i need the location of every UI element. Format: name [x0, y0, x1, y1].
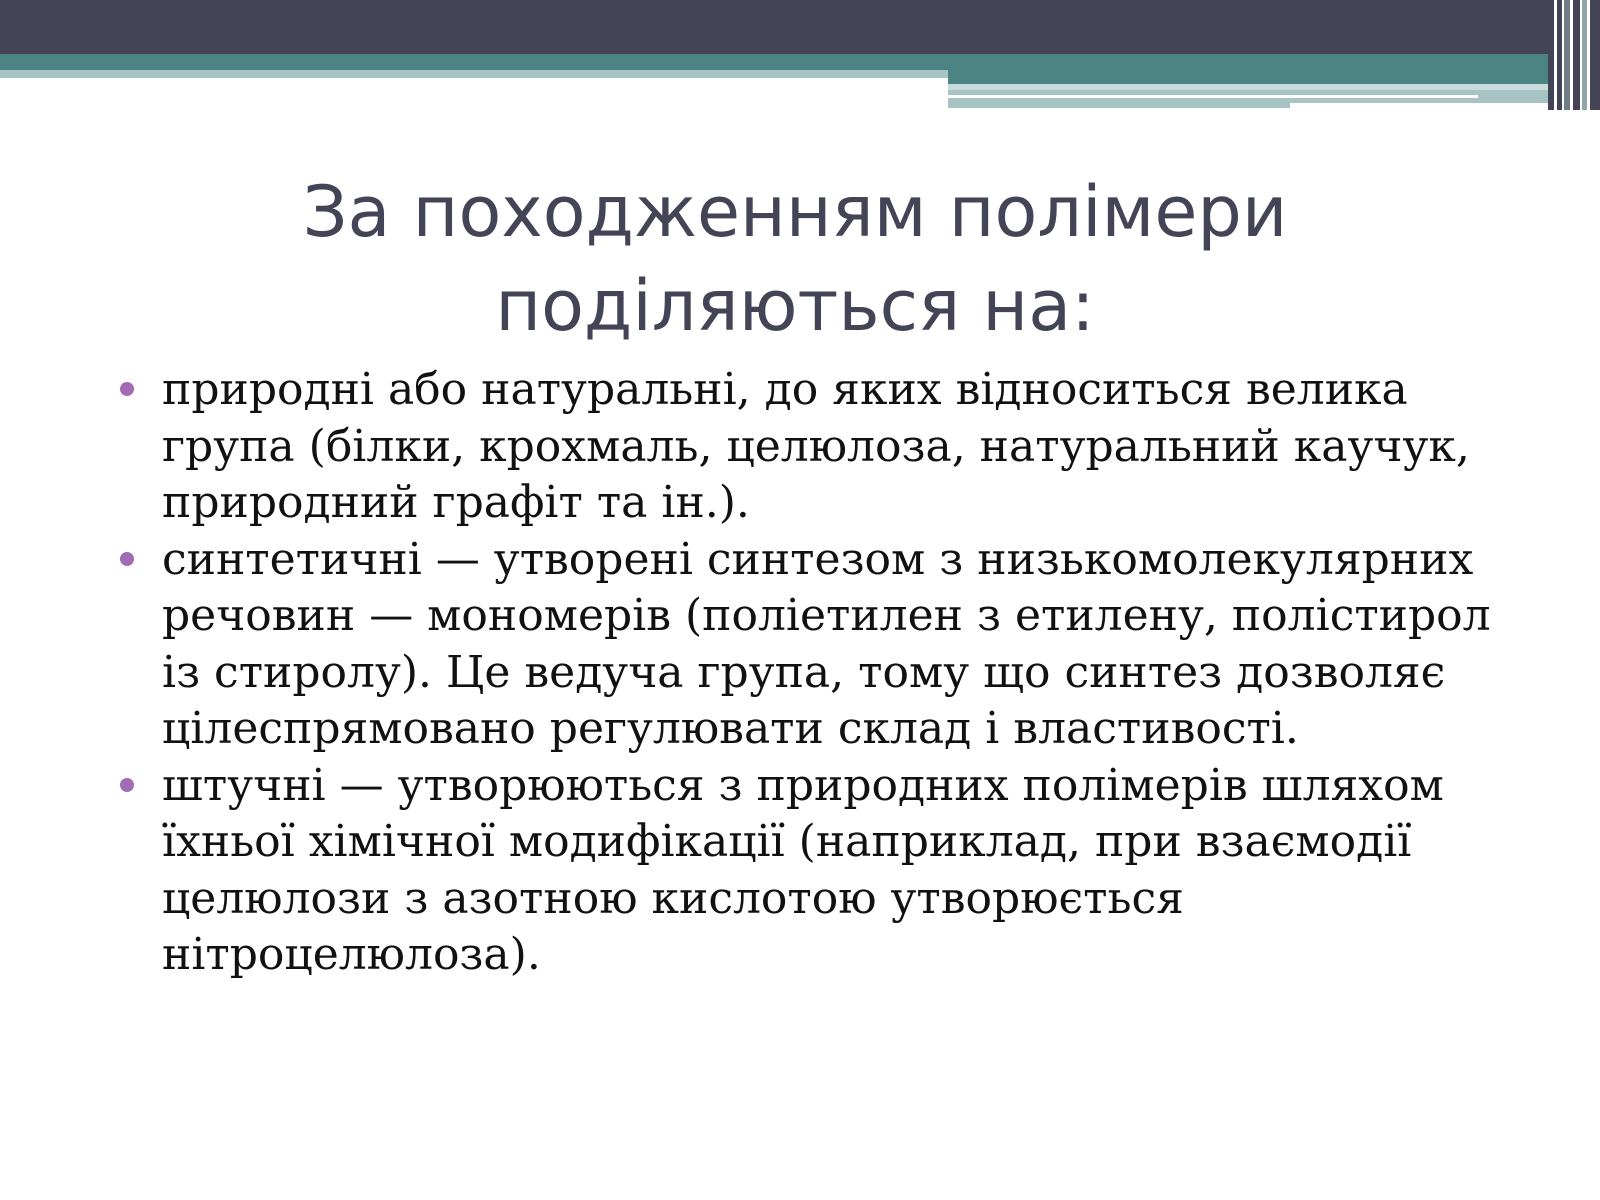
bullet-item-synthetic	[112, 532, 1512, 758]
header-white-line	[948, 95, 1478, 98]
header-band-dark	[0, 0, 1600, 54]
bullet-marker	[120, 778, 134, 792]
bullet-list	[112, 362, 1512, 984]
slide-title	[100, 165, 1490, 353]
header-band-step	[948, 70, 1548, 84]
slide-title-line-1: За походженням полімери	[302, 171, 1288, 253]
bullet-item-artificial	[112, 758, 1512, 984]
bullet-item-natural	[112, 362, 1512, 532]
header-gap	[1290, 103, 1548, 108]
header-band-teal	[0, 54, 1600, 70]
header-stripes	[1548, 0, 1600, 110]
bullet-text-natural: природні або натуральні, до яких відноситься велика група (білки, крохмаль, целюлоза, натуральний каучук, природний графіт та ін.).	[162, 364, 1470, 528]
header-band-light	[0, 70, 948, 78]
bullet-marker	[120, 382, 134, 396]
bullet-text-synthetic: синтетичні — утворені синтезом з низькомолекулярних речовин — мономерів (поліетилен з етилену, полістирол із стиролу). Це ведуча група, тому що синтез дозволяє цілеспрямовано регулювати склад і властивості.	[162, 533, 1491, 754]
slide-title-line-2: поділяються на:	[495, 265, 1095, 347]
bullet-text-artificial: штучні — утворюються з природних полімерів шляхом їхньої хімічної модифікації (наприклад, при взаємодії целюлози з азотною кислотою утворюється нітроцелюлоза).	[162, 759, 1444, 980]
bullet-marker	[120, 552, 134, 566]
